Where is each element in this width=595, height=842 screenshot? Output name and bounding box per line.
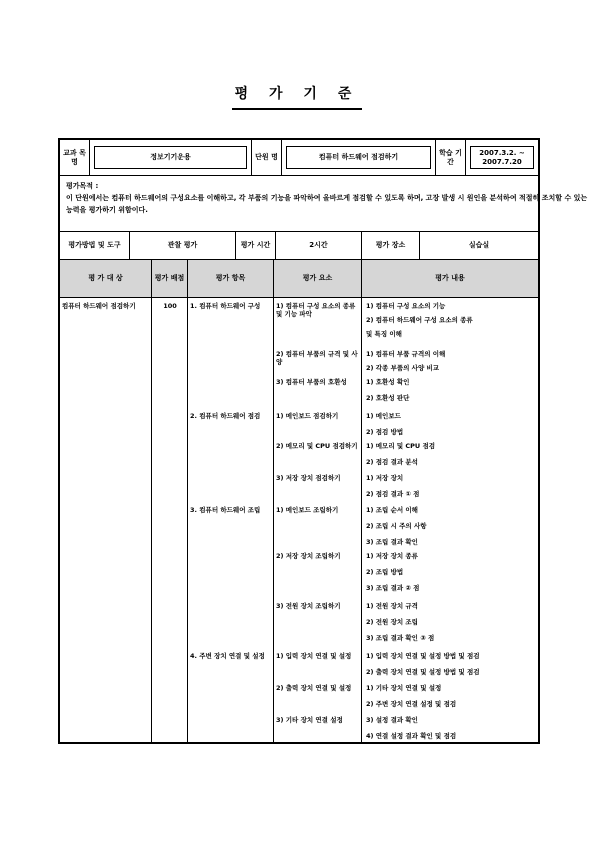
col-score: 평가 배점 bbox=[152, 260, 188, 297]
content-text-10: 1) 메모리 및 CPU 점검 bbox=[366, 442, 436, 450]
method-value: 관찰 평가 bbox=[130, 232, 236, 259]
content-text-22: 3) 조립 결과 확인 ③ 점 bbox=[366, 634, 435, 642]
element-text-7: 1) 메인보드 조립하기 bbox=[276, 506, 339, 514]
element-text-10: 1) 입력 장치 연결 및 설정 bbox=[276, 652, 352, 660]
content-text-6: 1) 호환성 확인 bbox=[366, 378, 410, 386]
purpose-line-1: 이 단원에서는 컴퓨터 하드웨어의 구성요소를 이해하고, 각 부품의 기능을 파악하여 올바르게 점검할 수 있도록 하며, 고장 발생 시 원인을 분석하여 적절히 조치할 수 있는 bbox=[66, 194, 588, 202]
purpose-line-2: 능력을 평가하기 위함이다. bbox=[66, 206, 148, 214]
content-text-25: 1) 기타 장치 연결 및 설정 bbox=[366, 684, 442, 692]
subject-label: 교과 목명 bbox=[60, 140, 90, 175]
item-text-1: 1. 컴퓨터 하드웨어 구성 bbox=[190, 302, 261, 310]
period-label: 학습 기간 bbox=[436, 140, 466, 175]
content-text-16: 3) 조립 결과 확인 bbox=[366, 538, 418, 546]
place-label: 평가 장소 bbox=[362, 232, 420, 259]
info-row bbox=[60, 232, 538, 260]
content-text-19: 3) 조립 결과 ② 점 bbox=[366, 584, 420, 592]
body-col-target bbox=[60, 298, 152, 742]
content-text-15: 2) 조립 시 주의 사항 bbox=[366, 522, 427, 530]
col-target: 평 가 대 상 bbox=[60, 260, 152, 297]
place-value: 실습실 bbox=[468, 241, 490, 249]
column-header-row bbox=[60, 260, 538, 298]
body-col-score bbox=[152, 298, 188, 742]
unit-value: 컴퓨터 하드웨어 점검하기 bbox=[286, 146, 431, 169]
purpose-row bbox=[60, 176, 588, 232]
element-text-11: 2) 출력 장치 연결 및 설정 bbox=[276, 684, 352, 692]
element-text-9: 3) 전원 장치 조립하기 bbox=[276, 602, 341, 610]
evaluation-form bbox=[58, 138, 588, 744]
col-item: 평가 항목 bbox=[188, 260, 274, 297]
content-text-11: 2) 점검 결과 분석 bbox=[366, 458, 418, 466]
content-text-20: 1) 전원 장치 규격 bbox=[366, 602, 418, 610]
unit-value-cell bbox=[282, 140, 436, 175]
content-text-28: 4) 연결 설정 결과 확인 및 점검 bbox=[366, 732, 457, 740]
content-text-12: 1) 저장 장치 bbox=[366, 474, 404, 482]
content-text-24: 2) 출력 장치 연결 및 설정 방법 및 점검 bbox=[366, 668, 480, 676]
content-text-14: 1) 조립 순서 이해 bbox=[366, 506, 418, 514]
col-content: 평가 내용 bbox=[435, 274, 465, 282]
item-text-3: 3. 컴퓨터 하드웨어 조립 bbox=[190, 506, 261, 514]
element-text-2: 2) 컴퓨터 부품의 규격 및 사양 bbox=[276, 350, 358, 366]
content-text-1: 1) 컴퓨터 구성 요소의 기능 bbox=[366, 302, 446, 310]
content-text-13: 2) 점검 결과 ① 점 bbox=[366, 490, 420, 498]
title-underline bbox=[232, 108, 362, 110]
score-text: 100 bbox=[163, 302, 177, 310]
content-text-8: 1) 메인보드 bbox=[366, 412, 401, 420]
method-label: 평가방법 및 도구 bbox=[60, 232, 130, 259]
subject-value-cell bbox=[90, 140, 252, 175]
item-text-4: 4. 주변 장치 연결 및 설정 bbox=[190, 652, 265, 660]
content-text-4: 1) 컴퓨터 부품 규격의 이해 bbox=[366, 350, 446, 358]
target-text: 컴퓨터 하드웨어 점검하기 bbox=[62, 302, 136, 310]
element-text-6: 3) 저장 장치 점검하기 bbox=[276, 474, 341, 482]
col-element: 평가 요소 bbox=[274, 260, 362, 297]
purpose-label: 평가목적 : bbox=[66, 182, 99, 190]
period-value-cell bbox=[466, 140, 538, 175]
content-text-3: 및 특징 이해 bbox=[366, 330, 402, 338]
unit-label: 단원 명 bbox=[252, 140, 282, 175]
element-text-8: 2) 저장 장치 조립하기 bbox=[276, 552, 341, 560]
item-text-2: 2. 컴퓨터 하드웨어 점검 bbox=[190, 412, 261, 420]
element-text-1: 1) 컴퓨터 구성 요소의 종류 및 기능 파악 bbox=[276, 302, 356, 318]
header-row bbox=[60, 140, 538, 176]
element-text-4: 1) 메인보드 점검하기 bbox=[276, 412, 339, 420]
content-text-2: 2) 컴퓨터 하드웨어 구성 요소의 종류 bbox=[366, 316, 473, 324]
purpose-block bbox=[60, 176, 588, 220]
content-text-18: 2) 조립 방법 bbox=[366, 568, 404, 576]
content-text-26: 2) 주변 장치 연결 설정 및 점검 bbox=[366, 700, 457, 708]
content-text-27: 3) 설정 결과 확인 bbox=[366, 716, 418, 724]
content-text-7: 2) 호환성 판단 bbox=[366, 394, 410, 402]
time-value: 2시간 bbox=[276, 232, 362, 259]
element-text-5: 2) 메모리 및 CPU 점검하기 bbox=[276, 442, 358, 450]
time-label: 평가 시간 bbox=[236, 232, 276, 259]
subject-value: 정보기기운용 bbox=[94, 146, 247, 169]
page-title: 평 가 기 준 bbox=[234, 86, 360, 102]
content-text-21: 2) 전원 장치 조립 bbox=[366, 618, 418, 626]
element-text-12: 3) 기타 장치 연결 설정 bbox=[276, 716, 343, 724]
body-col-item bbox=[188, 298, 274, 742]
content-text-17: 1) 저장 장치 종류 bbox=[366, 552, 418, 560]
content-text-9: 2) 점검 방법 bbox=[366, 428, 404, 436]
element-text-3: 3) 컴퓨터 부품의 호환성 bbox=[276, 378, 347, 386]
period-value: 2007.3.2. ~ 2007.7.20 bbox=[470, 146, 534, 169]
content-text-23: 1) 입력 장치 연결 및 설정 방법 및 점검 bbox=[366, 652, 480, 660]
content-text-5: 2) 각종 부품의 사양 비교 bbox=[366, 364, 440, 372]
